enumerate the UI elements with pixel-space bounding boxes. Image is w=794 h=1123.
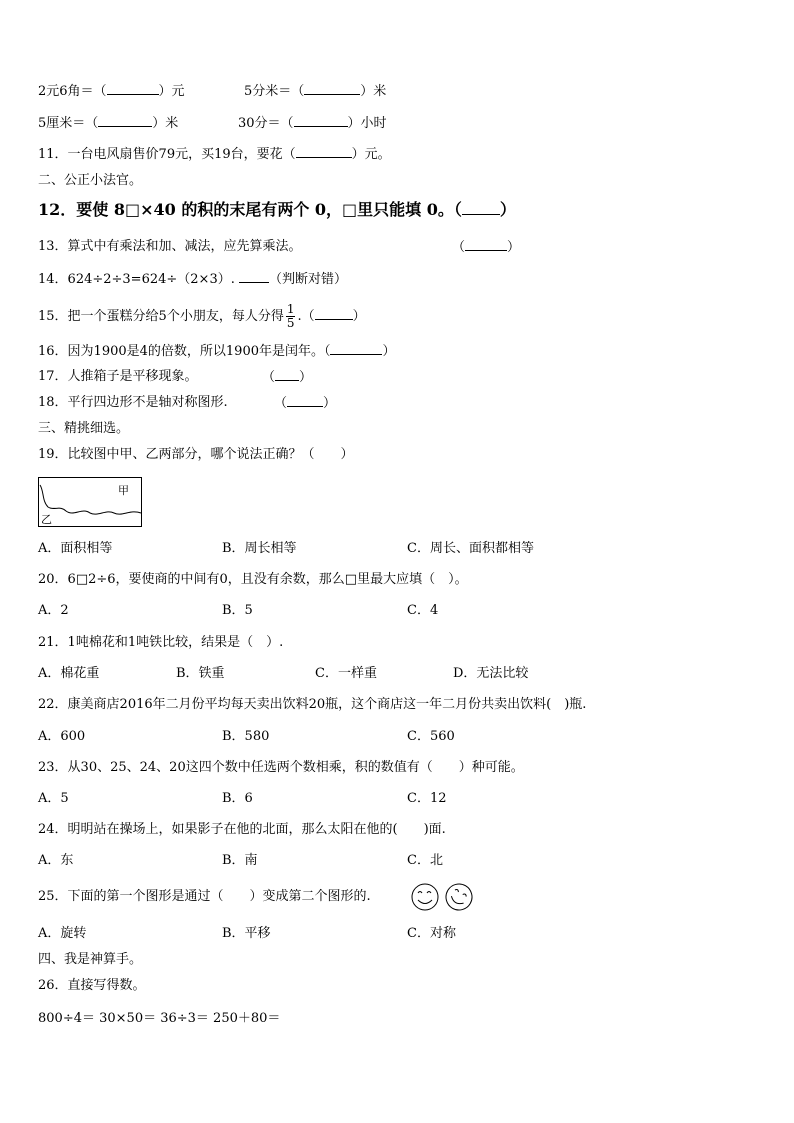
answer-blank[interactable] <box>462 202 500 215</box>
q18-paren-left: （ <box>274 396 288 411</box>
q22-option-c[interactable]: C．560 <box>407 729 455 744</box>
answer-blank[interactable] <box>330 342 382 355</box>
answer-blank[interactable] <box>239 270 269 283</box>
q21-option-c[interactable]: C．一样重 <box>315 666 377 681</box>
q22-option-a[interactable]: A．600 <box>38 729 86 744</box>
fill-r2a-text: 5厘米＝（ <box>38 116 99 131</box>
q17-paren-left: （ <box>262 370 276 385</box>
section-4-heading: 四、我是神算手。 <box>38 952 143 967</box>
q13-answer <box>452 238 520 257</box>
q24-option-a[interactable]: A．东 <box>38 853 74 868</box>
label-jia: 甲 <box>118 484 129 497</box>
q17-text: 17．人推箱子是平移现象。 <box>38 369 198 384</box>
fill-r2b-unit: ）小时 <box>347 116 387 131</box>
q15-paren-right: ） <box>352 309 366 324</box>
fill-row-1b <box>244 82 386 101</box>
fill-r1b-text: 5分米＝（ <box>244 84 305 99</box>
question-17 <box>38 368 198 386</box>
question-14 <box>38 270 347 289</box>
q22-option-b[interactable]: B．580 <box>222 729 270 744</box>
q17-paren-right: ） <box>299 370 313 385</box>
fraction-numerator: 1 <box>286 302 295 316</box>
fill-row-2b <box>238 114 387 133</box>
smiley-faces <box>410 881 476 913</box>
q18-text: 18．平行四边形不是轴对称图形. <box>38 395 228 410</box>
fill-row-2a <box>38 114 178 133</box>
fill-r2a-unit: ）米 <box>152 116 179 131</box>
q21-option-d[interactable]: D．无法比较 <box>453 666 529 681</box>
q19-option-c[interactable]: C．周长、面积都相等 <box>407 541 534 556</box>
q23-option-b[interactable]: B．6 <box>222 791 253 806</box>
q18-answer <box>274 394 336 413</box>
q24-option-b[interactable]: B．南 <box>222 853 258 868</box>
fill-r1b-unit: ）米 <box>360 84 387 99</box>
question-23: 23．从30、25、24、20这四个数中任选两个数相乘，积的数值有（ ）种可能。 <box>38 760 524 775</box>
q24-option-c[interactable]: C．北 <box>407 853 443 868</box>
q16-text: 16．因为1900是4的倍数，所以1900年是闰年。（ <box>38 344 331 359</box>
q25-option-a[interactable]: A．旋转 <box>38 926 87 941</box>
q17-answer <box>262 368 312 387</box>
q14-note: （判断对错） <box>269 272 348 287</box>
answer-blank[interactable] <box>296 145 352 158</box>
question-25: 25．下面的第一个图形是通过（ ）变成第二个图形的. <box>38 889 371 904</box>
question-21: 21．1吨棉花和1吨铁比较，结果是（ ）. <box>38 635 284 650</box>
q19-option-b[interactable]: B．周长相等 <box>222 541 297 556</box>
question-12 <box>38 201 516 219</box>
question-15 <box>38 303 366 330</box>
question-18 <box>38 394 228 412</box>
section-3-heading: 三、精挑细选。 <box>38 421 130 436</box>
smiley-face-2-icon <box>441 881 476 913</box>
question-13: 13．算式中有乘法和加、减法，应先算乘法。 <box>38 239 302 254</box>
q13-paren-right: ） <box>507 240 521 255</box>
q21-option-b[interactable]: B．铁重 <box>176 666 225 681</box>
q25-faces-figure <box>410 881 476 913</box>
q25-option-c[interactable]: C．对称 <box>407 926 456 941</box>
question-19: 19．比较图中甲、乙两部分，哪个说法正确？（ ） <box>38 447 354 462</box>
q23-option-c[interactable]: C．12 <box>407 791 447 806</box>
question-20: 20．6□2÷6，要使商的中间有0，且没有余数，那么□里最大应填（ ）。 <box>38 572 468 587</box>
q12-paren: ） <box>499 200 516 219</box>
question-24: 24．明明站在操场上，如果影子在他的北面，那么太阳在他的( )面. <box>38 822 446 837</box>
section-2-heading: 二、公正小法官。 <box>38 173 143 188</box>
label-yi: 乙 <box>41 513 52 526</box>
q21-option-a[interactable]: A．棉花重 <box>38 666 100 681</box>
jia-yi-diagram <box>38 477 142 527</box>
answer-blank[interactable] <box>107 82 159 95</box>
fill-r2b-text: 30分＝（ <box>238 116 294 131</box>
q15-text: 15．把一个蛋糕分给5个小朋友，每人分得 <box>38 309 284 324</box>
q25-option-b[interactable]: B．平移 <box>222 926 271 941</box>
q14-text: 14．624÷2÷3=624÷（2×3）. <box>38 272 235 287</box>
q13-paren-left: （ <box>452 240 466 255</box>
q19-figure <box>38 477 142 527</box>
answer-blank[interactable] <box>287 394 323 407</box>
question-26: 26．直接写得数。 <box>38 978 146 993</box>
fill-r1a-unit: ）元 <box>158 84 185 99</box>
q23-option-a[interactable]: A．5 <box>38 791 69 806</box>
question-16 <box>38 342 396 361</box>
question-22: 22．康美商店2016年二月份平均每天卖出饮料20瓶，这个商店这一年二月份共卖出饮料( )瓶. <box>38 697 587 712</box>
answer-blank[interactable] <box>275 368 299 381</box>
q16-paren: ） <box>382 344 396 359</box>
answer-blank[interactable] <box>315 307 353 320</box>
q11-text: 11．一台电风扇售价79元，买19台，要花（ <box>38 147 296 162</box>
q20-option-c[interactable]: C．4 <box>407 603 439 618</box>
q18-paren-right: ） <box>323 396 337 411</box>
fraction-one-fifth <box>286 303 296 330</box>
answer-blank[interactable] <box>465 238 507 251</box>
smiley-face-1-icon <box>412 884 438 910</box>
fraction-denominator: 5 <box>286 316 295 330</box>
q26-calculations: 800÷4＝ 30×50＝ 36÷3＝ 250＋80＝ <box>38 1011 281 1026</box>
q20-option-b[interactable]: B．5 <box>222 603 253 618</box>
fill-row-1a <box>38 82 185 101</box>
q20-option-a[interactable]: A．2 <box>38 603 69 618</box>
q15-paren: .（ <box>297 309 315 324</box>
answer-blank[interactable] <box>98 114 152 127</box>
answer-blank[interactable] <box>304 82 360 95</box>
q11-unit: ）元。 <box>351 147 391 162</box>
fill-r1a-text: 2元6角＝（ <box>38 84 107 99</box>
answer-blank[interactable] <box>294 114 348 127</box>
question-11 <box>38 145 391 164</box>
q12-text: 12．要使 8□×40 的积的末尾有两个 0，□里只能填 0。（ <box>38 200 462 219</box>
q19-option-a[interactable]: A．面积相等 <box>38 541 113 556</box>
